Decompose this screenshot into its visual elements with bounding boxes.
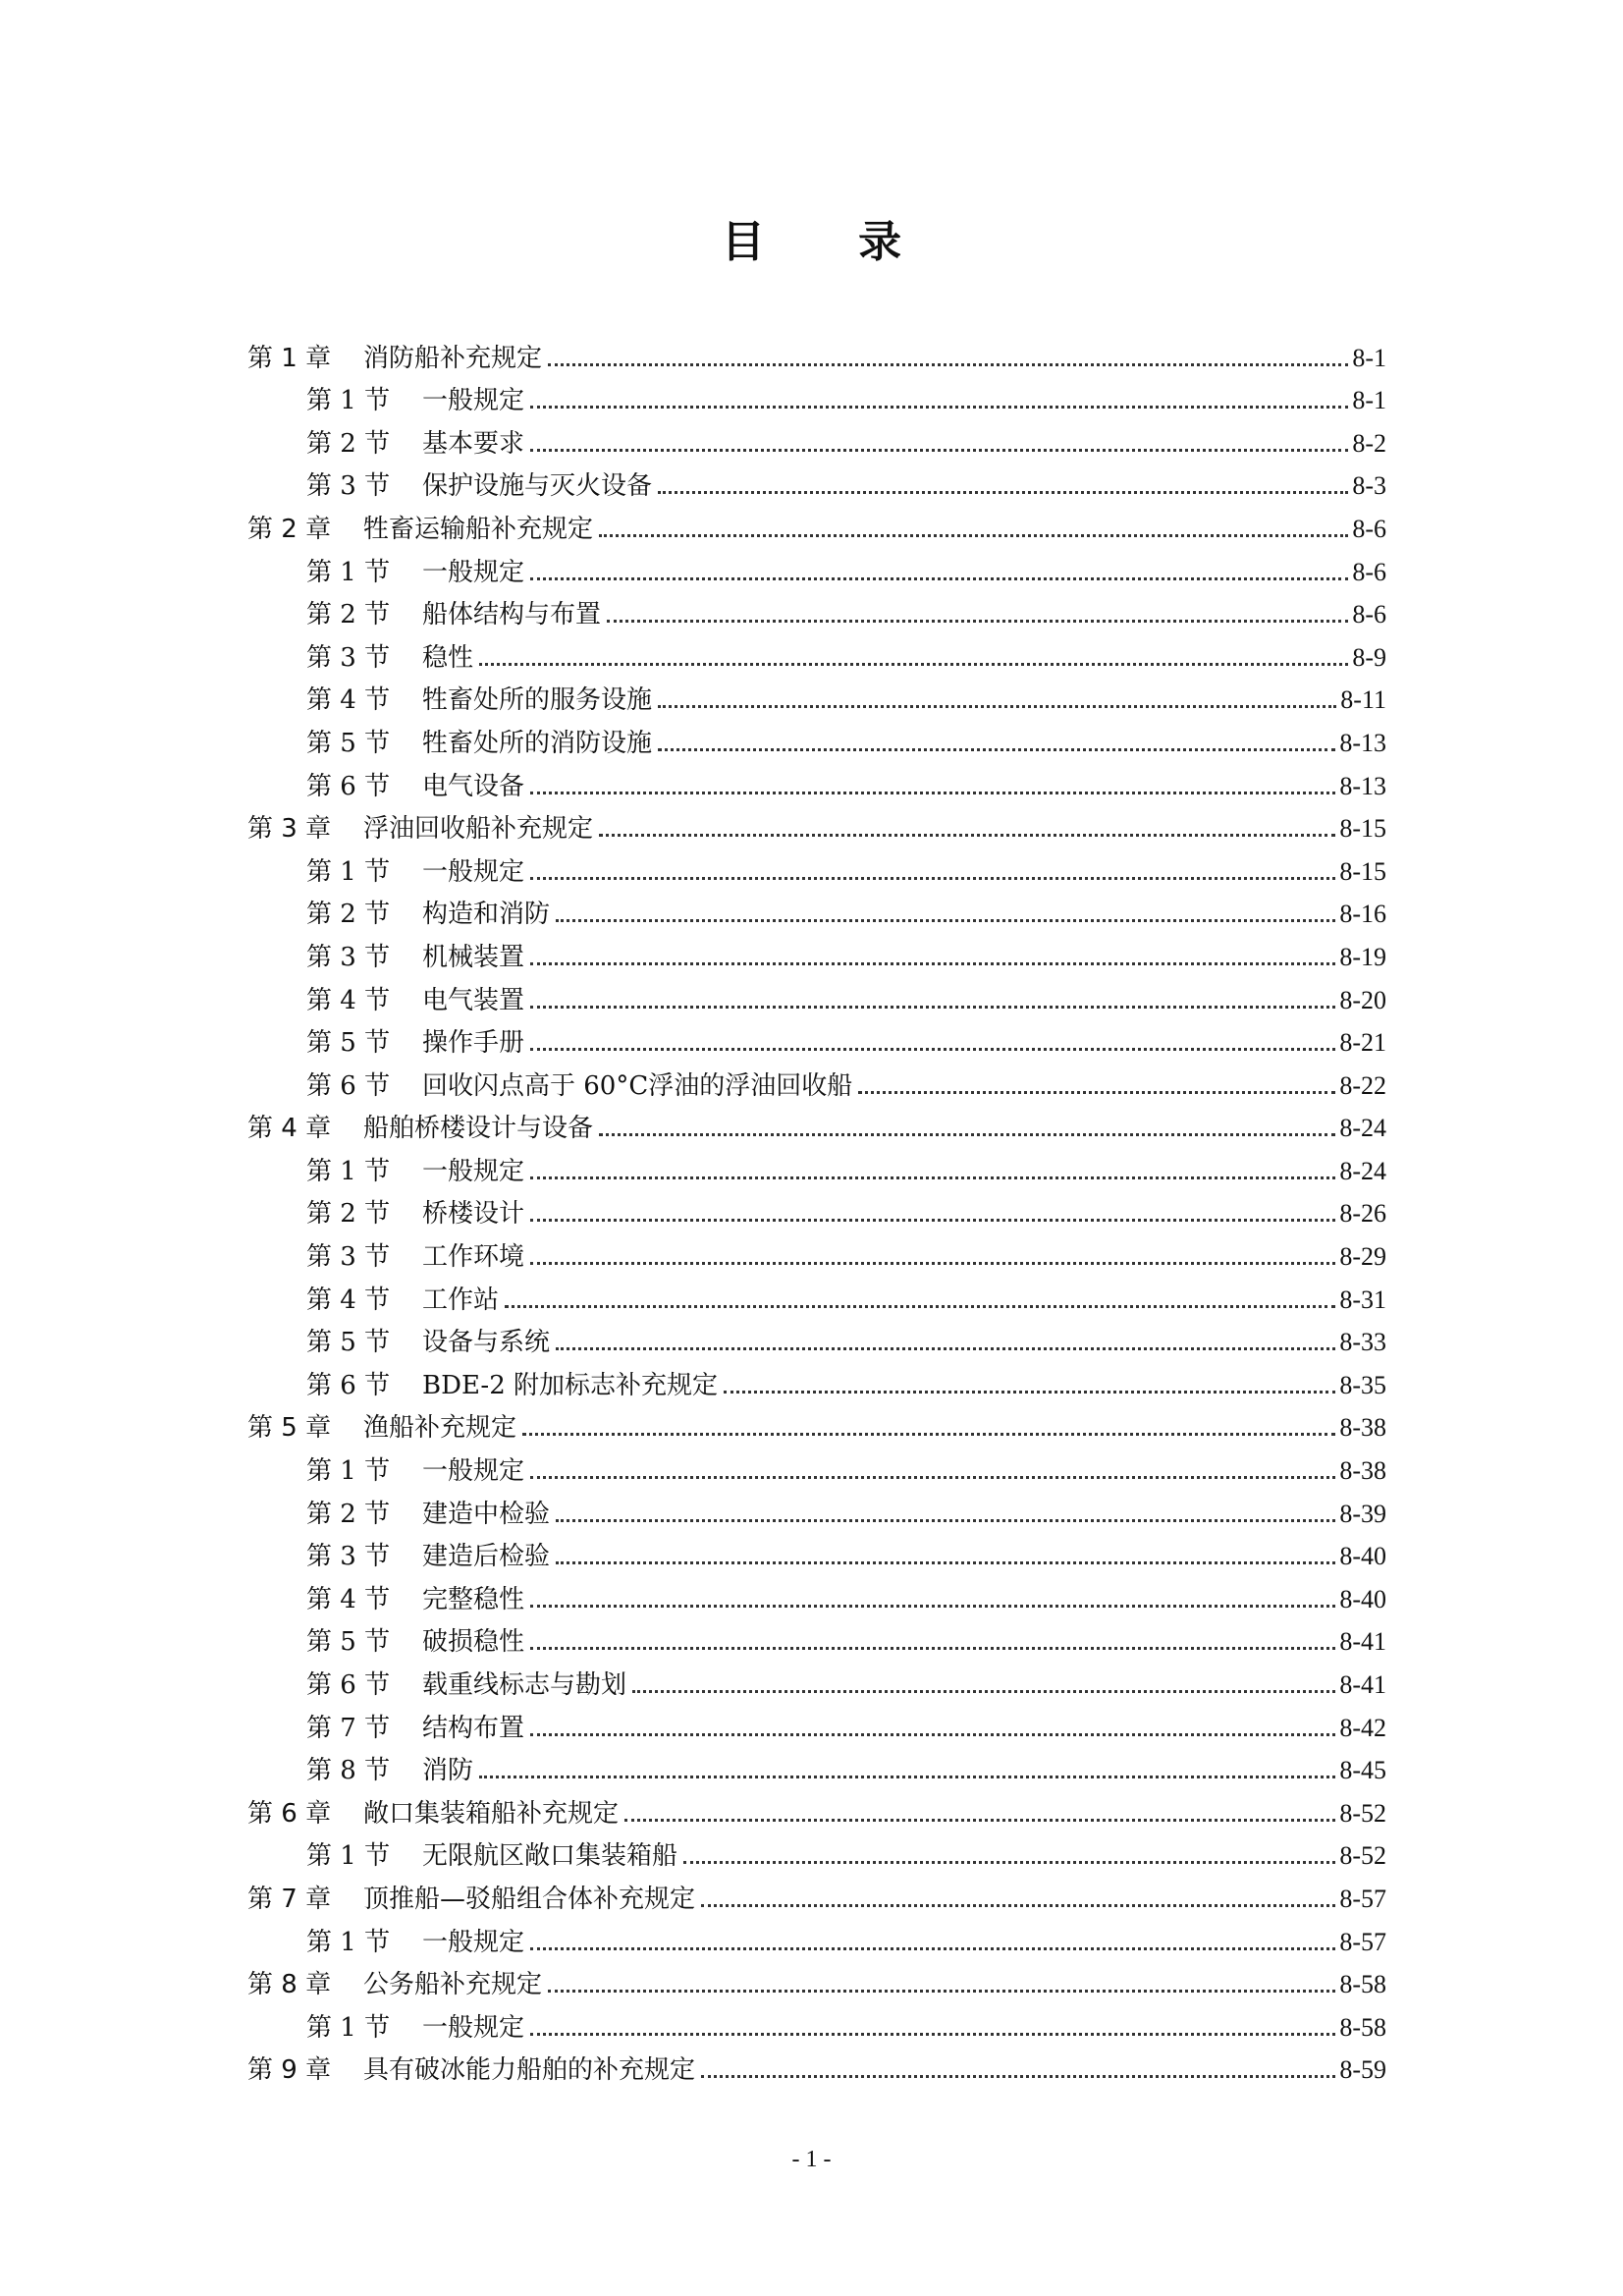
toc-entry-number: 第 7 节	[306, 1713, 391, 1743]
toc-entry-title: 一般规定	[422, 1156, 525, 1186]
dot-leader	[599, 534, 1348, 537]
toc-entry-number: 第 1 节	[306, 1927, 391, 1957]
dot-leader	[548, 1990, 1335, 1993]
toc-entry-title: 一般规定	[422, 856, 525, 887]
dot-leader	[530, 2033, 1335, 2036]
toc-section-entry[interactable]	[247, 671, 1386, 714]
toc-section-entry[interactable]	[247, 713, 1386, 756]
toc-entry-title: 浮油回收船补充规定	[363, 814, 594, 845]
toc-entry-title: 一般规定	[422, 386, 525, 416]
dot-leader	[505, 1305, 1335, 1308]
dot-leader	[530, 1176, 1335, 1179]
dot-leader	[530, 792, 1335, 794]
dot-leader	[724, 1391, 1335, 1394]
toc-entry-title: 具有破冰能力船舶的补充规定	[363, 2055, 696, 2086]
toc-entry-number: 第 4 节	[306, 985, 391, 1015]
toc-entry-number: 第 5 章	[247, 1413, 332, 1444]
toc-entry-page: 8-45	[1339, 1756, 1386, 1785]
toc-entry-page: 8-41	[1339, 1627, 1386, 1657]
toc-chapter-entry[interactable]	[247, 499, 1386, 542]
page-title: 目 录	[721, 217, 942, 267]
toc-entry-page: 8-2	[1352, 428, 1386, 458]
toc-entry-page: 8-42	[1339, 1713, 1386, 1742]
toc-entry-number: 第 1 节	[306, 1156, 391, 1186]
dot-leader	[530, 1605, 1335, 1608]
toc-entry-title: 建造后检验	[422, 1542, 551, 1572]
toc-entry-page: 8-3	[1352, 471, 1386, 501]
toc-section-entry[interactable]	[247, 927, 1386, 970]
toc-entry-page: 8-24	[1339, 1114, 1386, 1143]
toc-entry-number: 第 3 节	[306, 942, 391, 972]
toc-entry-page: 8-58	[1339, 2012, 1386, 2042]
toc-section-entry[interactable]	[247, 885, 1386, 928]
toc-entry-number: 第 5 节	[306, 1627, 391, 1658]
toc-section-entry[interactable]	[247, 1013, 1386, 1057]
toc-entry-number: 第 6 章	[247, 1798, 332, 1829]
toc-entry-number: 第 6 节	[306, 1370, 391, 1400]
toc-section-entry[interactable]	[247, 1184, 1386, 1228]
toc-entry-title: 基本要求	[422, 428, 525, 459]
toc-entry-title: 桥楼设计	[422, 1199, 525, 1230]
toc-section-entry[interactable]	[247, 628, 1386, 671]
dot-leader	[530, 1647, 1335, 1650]
toc-entry-number: 第 2 节	[306, 1199, 391, 1230]
toc-section-entry[interactable]	[247, 371, 1386, 414]
toc-entry-title: 一般规定	[422, 557, 525, 587]
toc-section-entry[interactable]	[247, 1527, 1386, 1570]
toc-section-entry[interactable]	[247, 842, 1386, 885]
toc-entry-title: 敞口集装箱船补充规定	[363, 1798, 620, 1829]
toc-entry-number: 第 2 节	[306, 900, 391, 930]
toc-entry-number: 第 1 节	[306, 1841, 391, 1872]
toc-entry-title: 建造中检验	[422, 1499, 551, 1529]
dot-leader	[530, 1733, 1335, 1736]
toc-entry-number: 第 1 节	[306, 856, 391, 887]
toc-entry-number: 第 7 章	[247, 1884, 332, 1914]
table-of-contents	[247, 328, 1386, 2086]
toc-section-entry[interactable]	[247, 1827, 1386, 1870]
dot-leader	[599, 1133, 1335, 1136]
page-number: - 1 -	[791, 2147, 832, 2172]
toc-entry-number: 第 8 章	[247, 1970, 332, 2000]
toc-entry-page: 8-11	[1340, 685, 1386, 715]
toc-entry-number: 第 1 节	[306, 1456, 391, 1487]
toc-section-entry[interactable]	[247, 1355, 1386, 1398]
dot-leader	[556, 1519, 1335, 1522]
toc-entry-number: 第 6 节	[306, 1670, 391, 1700]
toc-entry-number: 第 1 节	[306, 386, 391, 416]
toc-entry-number: 第 9 章	[247, 2055, 332, 2086]
dot-leader	[858, 1091, 1335, 1094]
dot-leader	[530, 449, 1348, 452]
toc-entry-number: 第 1 节	[306, 557, 391, 587]
dot-leader	[556, 919, 1335, 922]
toc-entry-title: 渔船补充规定	[363, 1413, 517, 1444]
toc-entry-title: 工作站	[422, 1285, 500, 1315]
dot-leader	[548, 363, 1348, 366]
toc-section-entry[interactable]	[247, 1655, 1386, 1698]
toc-entry-page: 8-40	[1339, 1584, 1386, 1613]
toc-entry-page: 8-38	[1339, 1413, 1386, 1443]
toc-section-entry[interactable]	[247, 1741, 1386, 1784]
dot-leader	[530, 1006, 1335, 1009]
dot-leader	[599, 834, 1335, 837]
toc-entry-number: 第 4 节	[306, 1285, 391, 1315]
toc-section-entry[interactable]	[247, 457, 1386, 500]
toc-entry-number: 第 5 节	[306, 1328, 391, 1358]
toc-entry-page: 8-26	[1339, 1199, 1386, 1229]
toc-section-entry[interactable]	[247, 1441, 1386, 1487]
dot-leader	[556, 1561, 1335, 1564]
toc-entry-page: 8-20	[1339, 985, 1386, 1014]
toc-entry-number: 第 3 章	[247, 814, 332, 845]
toc-entry-page: 8-59	[1339, 2055, 1386, 2085]
toc-section-entry[interactable]	[247, 756, 1386, 799]
toc-entry-page: 8-31	[1339, 1285, 1386, 1314]
toc-entry-number: 第 4 节	[306, 1584, 391, 1614]
toc-entry-title: 完整稳性	[422, 1584, 525, 1614]
toc-section-entry[interactable]	[247, 1227, 1386, 1273]
toc-entry-title: 操作手册	[422, 1028, 525, 1059]
toc-entry-title: 一般规定	[422, 2012, 525, 2043]
toc-entry-page: 8-35	[1339, 1370, 1386, 1399]
dot-leader	[530, 406, 1348, 409]
toc-entry-page: 8-21	[1339, 1028, 1386, 1058]
toc-entry-title: BDE-2 附加标志补充规定	[422, 1370, 719, 1400]
toc-entry-page: 8-19	[1339, 942, 1386, 971]
toc-entry-title: 工作环境	[422, 1242, 525, 1273]
toc-section-entry[interactable]	[247, 585, 1386, 629]
toc-entry-title: 消防船补充规定	[363, 343, 543, 373]
toc-entry-page: 8-1	[1352, 343, 1386, 372]
toc-section-entry[interactable]	[247, 1313, 1386, 1356]
toc-entry-page: 8-13	[1339, 771, 1386, 800]
toc-entry-title: 破损稳性	[422, 1627, 525, 1658]
toc-entry-title: 牲畜处所的消防设施	[422, 728, 653, 758]
toc-entry-page: 8-39	[1339, 1499, 1386, 1528]
dot-leader	[624, 1819, 1335, 1822]
toc-entry-title: 结构布置	[422, 1713, 525, 1743]
dot-leader	[658, 491, 1348, 494]
dot-leader	[530, 1476, 1335, 1479]
dot-leader	[530, 1048, 1335, 1051]
dot-leader	[530, 1262, 1335, 1265]
toc-section-entry[interactable]	[247, 413, 1386, 457]
toc-entry-page: 8-40	[1339, 1542, 1386, 1571]
toc-entry-page: 8-1	[1352, 386, 1386, 415]
toc-section-entry[interactable]	[247, 1056, 1386, 1099]
toc-entry-title: 电气设备	[422, 771, 525, 801]
toc-entry-title: 回收闪点高于 60°C浮油的浮油回收船	[422, 1070, 853, 1101]
toc-entry-title: 一般规定	[422, 1927, 525, 1957]
toc-entry-number: 第 2 章	[247, 514, 332, 544]
toc-entry-page: 8-33	[1339, 1328, 1386, 1357]
toc-entry-title: 设备与系统	[422, 1328, 551, 1358]
toc-entry-page: 8-9	[1352, 642, 1386, 672]
toc-entry-title: 消防	[422, 1756, 474, 1786]
toc-entry-title: 稳性	[422, 642, 474, 673]
toc-entry-number: 第 3 节	[306, 1542, 391, 1572]
toc-chapter-entry[interactable]	[247, 1099, 1386, 1142]
toc-section-entry[interactable]	[247, 1997, 1386, 2041]
toc-entry-number: 第 4 节	[306, 685, 391, 716]
toc-entry-page: 8-15	[1339, 856, 1386, 886]
dot-leader	[522, 1433, 1335, 1436]
toc-section-entry[interactable]	[247, 970, 1386, 1013]
toc-entry-page: 8-13	[1339, 728, 1386, 757]
toc-entry-number: 第 6 节	[306, 1070, 391, 1101]
toc-entry-number: 第 3 节	[306, 1242, 391, 1273]
toc-entry-page: 8-57	[1339, 1927, 1386, 1956]
dot-leader	[701, 1904, 1335, 1907]
toc-chapter-entry[interactable]	[247, 1869, 1386, 1912]
toc-entry-number: 第 8 节	[306, 1756, 391, 1786]
toc-entry-page: 8-52	[1339, 1798, 1386, 1828]
toc-section-entry[interactable]	[247, 1613, 1386, 1656]
toc-entry-number: 第 4 章	[247, 1114, 332, 1144]
dot-leader	[479, 1776, 1335, 1778]
toc-entry-page: 8-58	[1339, 1970, 1386, 1999]
dot-leader	[683, 1861, 1335, 1864]
dot-leader	[632, 1690, 1335, 1693]
toc-section-entry[interactable]	[247, 1569, 1386, 1613]
toc-entry-page: 8-38	[1339, 1456, 1386, 1486]
toc-entry-page: 8-6	[1352, 514, 1386, 543]
toc-section-entry[interactable]	[247, 1698, 1386, 1741]
toc-entry-title: 机械装置	[422, 942, 525, 972]
toc-entry-number: 第 3 节	[306, 642, 391, 673]
dot-leader	[530, 877, 1335, 880]
dot-leader	[530, 962, 1335, 965]
toc-entry-number: 第 2 节	[306, 600, 391, 630]
toc-entry-title: 船体结构与布置	[422, 600, 602, 630]
toc-chapter-entry[interactable]	[247, 2041, 1386, 2084]
toc-entry-page: 8-15	[1339, 814, 1386, 844]
toc-chapter-entry[interactable]	[247, 1398, 1386, 1442]
toc-entry-number: 第 3 节	[306, 471, 391, 502]
toc-entry-page: 8-6	[1352, 600, 1386, 629]
toc-entry-title: 公务船补充规定	[363, 1970, 543, 2000]
dot-leader	[530, 577, 1348, 580]
toc-section-entry[interactable]	[247, 1484, 1386, 1527]
toc-entry-page: 8-16	[1339, 900, 1386, 929]
toc-section-entry[interactable]	[247, 1912, 1386, 1955]
toc-entry-title: 牲畜处所的服务设施	[422, 685, 653, 716]
dot-leader	[530, 1947, 1335, 1950]
toc-entry-title: 保护设施与灭火设备	[422, 471, 653, 502]
toc-entry-number: 第 6 节	[306, 771, 391, 801]
dot-leader	[701, 2075, 1335, 2078]
toc-entry-page: 8-6	[1352, 557, 1386, 586]
toc-entry-page: 8-52	[1339, 1841, 1386, 1871]
toc-entry-number: 第 1 章	[247, 343, 332, 373]
toc-chapter-entry[interactable]	[247, 328, 1386, 371]
toc-entry-title: 无限航区敞口集装箱船	[422, 1841, 678, 1872]
toc-section-entry[interactable]	[247, 1270, 1386, 1313]
toc-entry-title: 牲畜运输船补充规定	[363, 514, 594, 544]
dot-leader	[658, 748, 1335, 751]
toc-entry-page: 8-41	[1339, 1670, 1386, 1699]
toc-entry-title: 一般规定	[422, 1456, 525, 1487]
toc-entry-page: 8-24	[1339, 1156, 1386, 1185]
toc-section-entry[interactable]	[247, 542, 1386, 585]
toc-entry-number: 第 1 节	[306, 2012, 391, 2043]
toc-entry-title: 船舶桥楼设计与设备	[363, 1114, 594, 1144]
toc-chapter-entry[interactable]	[247, 1955, 1386, 1998]
dot-leader	[556, 1347, 1335, 1350]
dot-leader	[607, 620, 1348, 623]
toc-entry-title: 载重线标志与勘划	[422, 1670, 627, 1700]
toc-entry-title: 构造和消防	[422, 900, 551, 930]
toc-entry-page: 8-29	[1339, 1242, 1386, 1272]
toc-entry-title: 电气装置	[422, 985, 525, 1015]
toc-entry-title: 顶推船—驳船组合体补充规定	[363, 1884, 696, 1914]
toc-entry-page: 8-22	[1339, 1070, 1386, 1100]
toc-chapter-entry[interactable]	[247, 799, 1386, 843]
dot-leader	[479, 663, 1348, 666]
dot-leader	[658, 705, 1336, 708]
toc-entry-page: 8-57	[1339, 1884, 1386, 1913]
toc-entry-number: 第 5 节	[306, 728, 391, 758]
toc-entry-number: 第 5 节	[306, 1028, 391, 1059]
toc-section-entry[interactable]	[247, 1141, 1386, 1184]
toc-chapter-entry[interactable]	[247, 1783, 1386, 1827]
dot-leader	[530, 1219, 1335, 1222]
toc-entry-number: 第 2 节	[306, 1499, 391, 1529]
toc-entry-number: 第 2 节	[306, 428, 391, 459]
